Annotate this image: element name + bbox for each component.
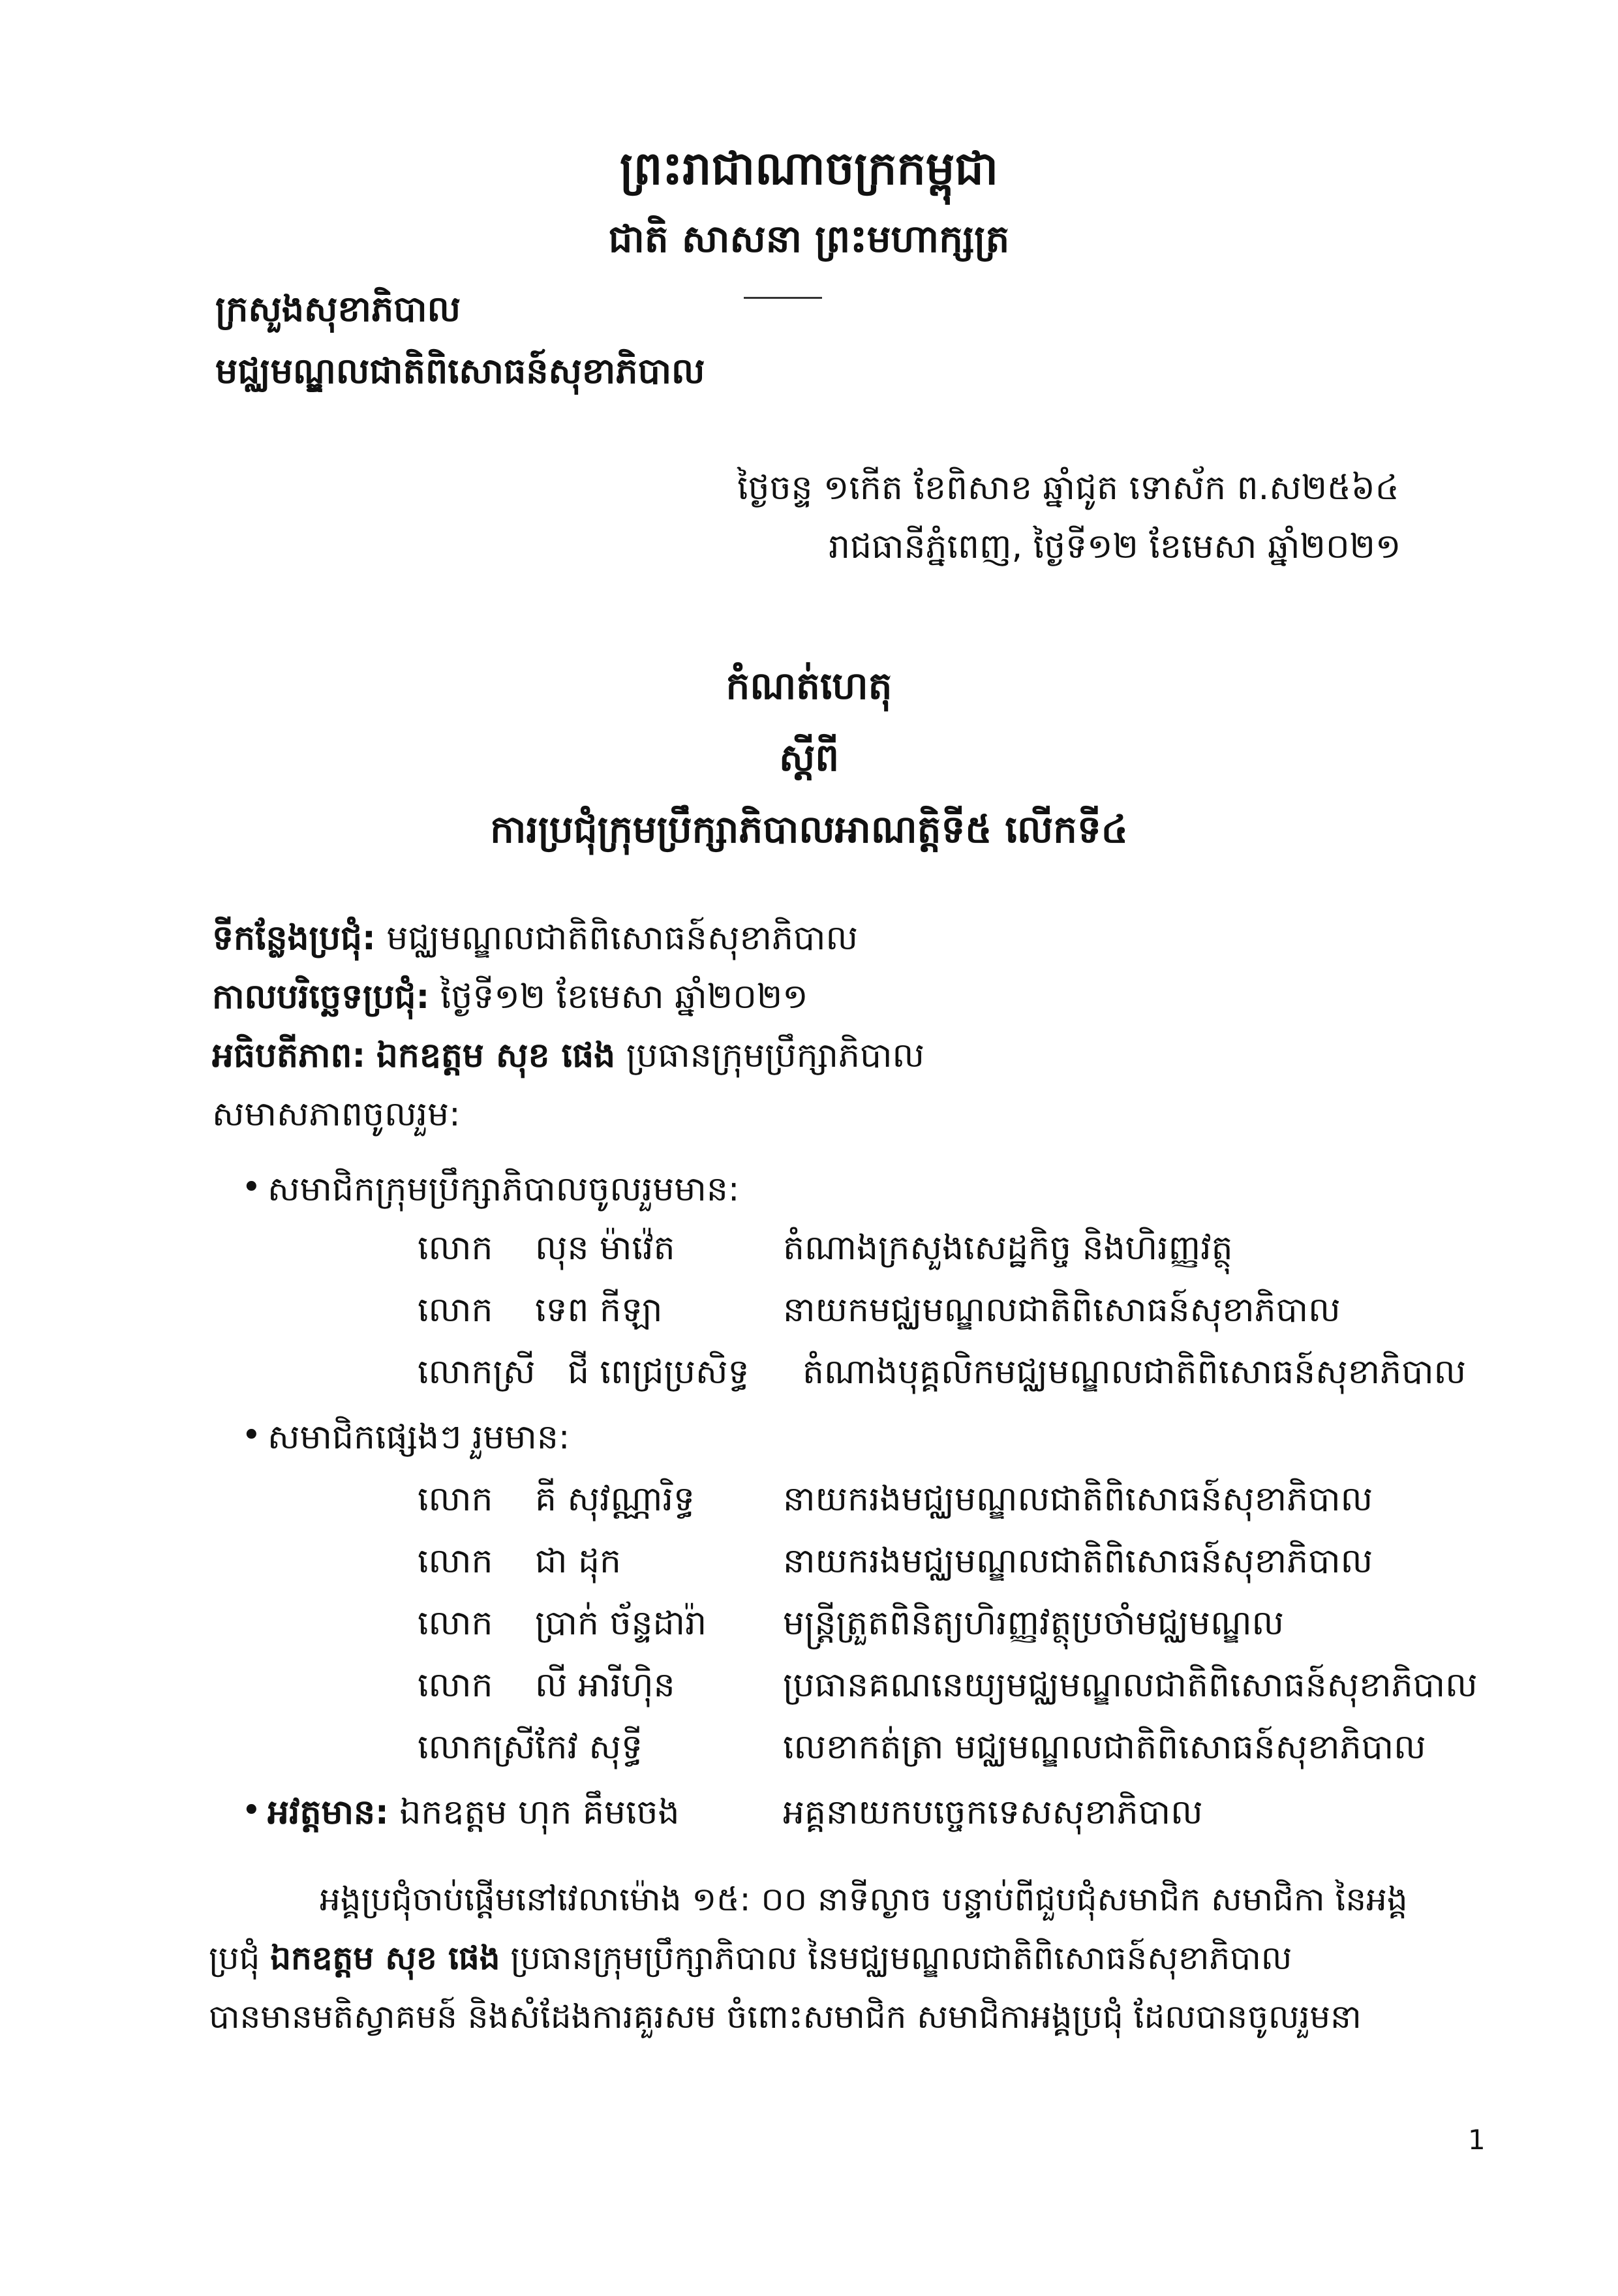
list-item: លោកស្រី ជី ពេជ្រប្រសិទ្ធ តំណាងបុគ្គលិកមជ្ឈមណ្ឌលជាតិពិសោធន៍សុខាភិបាល xyxy=(418,1353,1467,1392)
venue-value: មជ្ឈមណ្ឌលជាតិពិសោធន៍សុខាភិបាល xyxy=(386,919,858,958)
chair-role: ប្រធានក្រុមប្រឹក្សាភិបាល xyxy=(626,1036,925,1075)
solar-date: រាជធានីភ្នំពេញ, ថ្ងៃទី១២ ខែមេសា ឆ្នាំ២០២១ xyxy=(829,527,1401,566)
list-item: លោក ប្រាក់ ច័ន្ទដារ៉ា មន្ត្រីត្រួតពិនិត្យហិរញ្ញវត្ថុប្រចាំមជ្ឈមណ្ឌល xyxy=(418,1604,1285,1643)
absent-label: អវត្តមាន: xyxy=(267,1793,389,1832)
date-row xyxy=(212,975,808,1025)
date-value: ថ្ងៃទី១២ ខែមេសា ឆ្នាំ២០២១ xyxy=(440,977,808,1017)
list-item: លោក ទេព កីឡា នាយកមជ្ឈមណ្ឌលជាតិពិសោធន៍សុខាភិបាល xyxy=(418,1291,1341,1330)
attendance-label: សមាសភាពចូលរួម: xyxy=(212,1095,461,1134)
center-name: មជ្ឈមណ្ឌលជាតិពិសោធន៍សុខាភិបាល xyxy=(215,350,705,391)
chair-row xyxy=(212,1034,924,1084)
bullet-icon: • xyxy=(241,1168,262,1207)
kingdom-heading: ព្រះរាជាណាចក្រកម្ពុជា xyxy=(619,142,999,195)
list-item: លោក លុន ម៉ាវ៉េត តំណាងក្រសួងសេដ្ឋកិច្ច និងហិរញ្ញវត្ថុ xyxy=(418,1229,1233,1268)
list-item: លោក ជា ដុក នាយករងមជ្ឈមណ្ឌលជាតិពិសោធន៍សុខាភិបាល xyxy=(418,1542,1373,1581)
absent-role: អគ្គនាយកបច្ចេកទេសសុខាភិបាល xyxy=(783,1793,1203,1832)
venue-label: ទីកន្លែងប្រជុំ: xyxy=(212,919,376,958)
ministry-name: ក្រសួងសុខាភិបាល xyxy=(215,288,461,329)
chair-name-inline: ឯកឧត្តម សុខ ផេង xyxy=(270,1939,500,1977)
absent-name: ឯកឧត្តម ហុក គឹមចេង xyxy=(399,1793,680,1832)
body-line-3: បានមានមតិស្វាគមន៍ និងសំដែងការគួរសម ចំពោះសមាជិក សមាជិកាអង្គប្រជុំ ដែលបានចូលរួមនា xyxy=(209,1998,1362,2036)
list-item: លោក លី អារីហ៊ិន ប្រធានគណនេយ្យមជ្ឈមណ្ឌលជាតិពិសោធន៍សុខាភិបាល xyxy=(418,1666,1478,1705)
document-title: កំណត់ហេតុ xyxy=(725,664,893,708)
absent-row xyxy=(241,1791,1507,1841)
bullet-icon: • xyxy=(241,1791,262,1830)
venue-row xyxy=(212,917,858,966)
bullet-icon: • xyxy=(241,1416,262,1455)
chair-label: អធិបតីភាព: xyxy=(212,1036,366,1075)
list-item: លោកស្រី កែវ សុទ្ធី លេខាកត់ត្រា មជ្ឈមណ្ឌលជាតិពិសោធន៍សុខាភិបាល xyxy=(418,1728,1426,1767)
page-number: 1 xyxy=(1468,2124,1486,2156)
body-line-1: អង្គប្រជុំចាប់ផ្តើមនៅវេលាម៉ោង ១៥: ០០ នាទីល្ងាច បន្ទាប់ពីជួបជុំសមាជិក សមាជិកា នៃអង្គ xyxy=(320,1880,1408,1918)
meeting-title: ការប្រជុំក្រុមប្រឹក្សាភិបាលអាណត្តិទី៥ លើកទី៤ xyxy=(490,807,1128,851)
motto-heading: ជាតិ សាសនា ព្រះមហាក្សត្រ xyxy=(608,217,1010,261)
board-members-heading: • សមាជិកក្រុមប្រឹក្សាភិបាលចូលរួមមាន: xyxy=(241,1168,740,1209)
document-subtitle: ស្តីពី xyxy=(778,735,840,780)
scan-mark xyxy=(744,297,822,299)
other-members-heading: • សមាជិកផ្សេងៗ រួមមាន: xyxy=(241,1416,570,1457)
lunar-date: ថ្ងៃចន្ទ ១កើត ខែពិសាខ ឆ្នាំជូត ទោស័ក ព.ស២៥៦៤ xyxy=(737,468,1399,508)
body-line-2: ប្រជុំ ឯកឧត្តម សុខ ផេង ប្រធានក្រុមប្រឹក្សាភិបាល នៃមជ្ឈមណ្ឌលជាតិពិសោធន៍សុខាភិបាល xyxy=(209,1939,1292,1977)
date-label: កាលបរិច្ឆេទប្រជុំ: xyxy=(212,977,430,1017)
list-item: លោក គី សុវណ្ណារិទ្ធ នាយករងមជ្ឈមណ្ឌលជាតិពិសោធន៍សុខាភិបាល xyxy=(418,1480,1373,1519)
chair-name: ឯកឧត្តម សុខ ផេង xyxy=(376,1036,616,1075)
